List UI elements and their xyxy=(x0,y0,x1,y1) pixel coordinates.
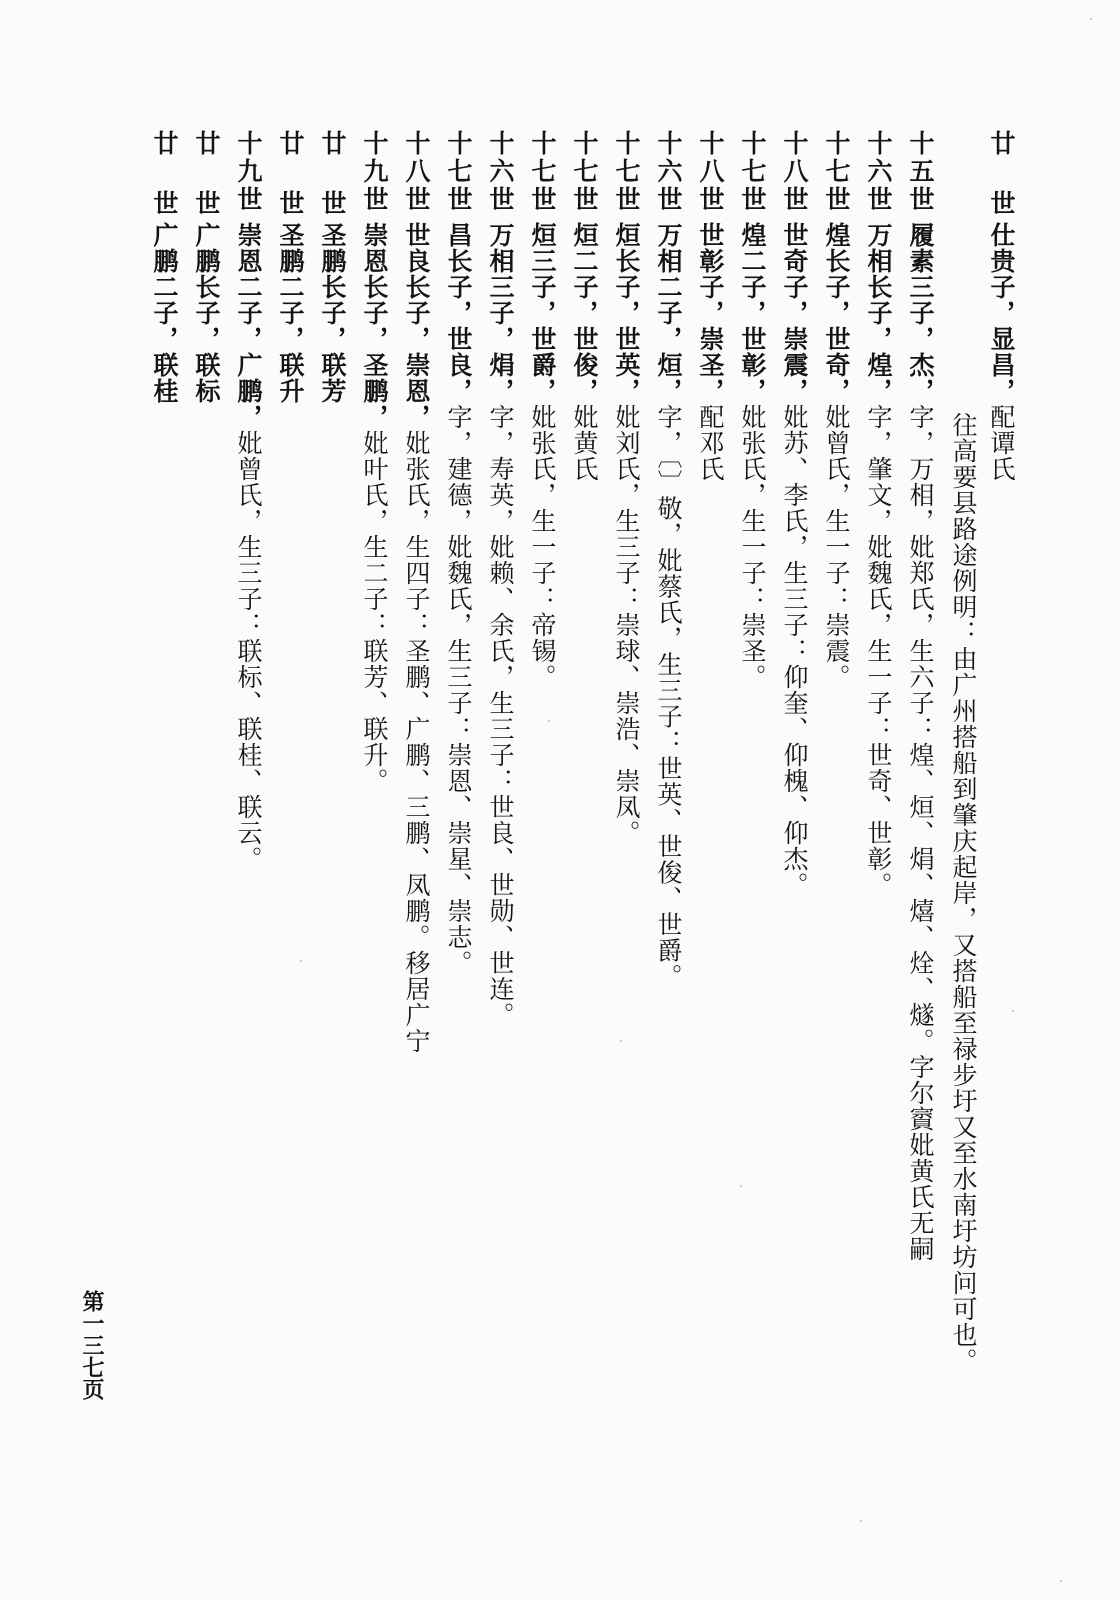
entry-details: 妣张氏，生一子：帝锡。 xyxy=(528,404,557,690)
entry-details: 妣叶氏，生二子：联芳、联升。 xyxy=(360,430,389,794)
person-name: 万相三子，焆， xyxy=(486,222,515,404)
scan-speck xyxy=(1090,18,1092,20)
generation-label: 十六世 xyxy=(864,130,893,214)
person-name: 万相长子，煌， xyxy=(864,222,893,404)
person-name: 昌长子，世良， xyxy=(444,222,473,404)
genealogy-entry xyxy=(908,130,933,1262)
entry-details: 妣曾氏，生一子：崇震。 xyxy=(822,404,851,690)
scan-speck xyxy=(620,1040,622,1042)
scan-speck xyxy=(548,720,550,722)
generation-label: 廿 世 xyxy=(150,130,179,218)
generation-label: 十八世 xyxy=(696,130,725,214)
person-name: 崇恩二子，广鹏， xyxy=(234,222,263,430)
generation-label: 廿 世 xyxy=(987,130,1016,218)
generation-label: 十七世 xyxy=(528,130,557,214)
genealogy-entry xyxy=(236,130,261,872)
genealogy-entry xyxy=(740,130,765,690)
entry-details: 字，万相，妣郑氏，生六子：煌、烜、焆、熺、烇、燧。字尔賨妣黄氏无嗣 xyxy=(906,404,935,1262)
generation-label: 廿 世 xyxy=(276,130,305,218)
person-name: 履素三子，杰， xyxy=(906,222,935,404)
entry-details: 妣黄氏 xyxy=(570,404,599,482)
scan-speck xyxy=(1060,1580,1062,1582)
generation-label: 十八世 xyxy=(780,130,809,214)
scan-speck xyxy=(740,1185,742,1187)
genealogy-entry xyxy=(656,130,681,990)
person-name: 煌长子，世奇， xyxy=(822,222,851,404)
generation-label: 廿 世 xyxy=(318,130,347,218)
genealogy-entry xyxy=(278,130,303,404)
genealogy-entry xyxy=(152,130,177,404)
generation-label: 十七世 xyxy=(570,130,599,214)
entry-details: 配邓氏 xyxy=(696,404,725,482)
person-name: 烜长子，世英， xyxy=(612,222,641,404)
person-name: 圣鹏二子，联升 xyxy=(276,222,305,404)
generation-label: 十六世 xyxy=(654,130,683,214)
person-name: 世良长子，崇恩， xyxy=(402,222,431,430)
genealogy-entry xyxy=(404,130,429,1054)
person-name: 广鹏长子，联标 xyxy=(192,222,221,404)
entry-details: 字，肇文，妣魏氏，生一子：世奇、世彰。 xyxy=(864,404,893,898)
entry-details: 妣曾氏，生三子：联标、联桂、联云。 xyxy=(234,430,263,872)
entry-details: 妣刘氏，生三子：崇球、崇浩、崇凤。 xyxy=(612,404,641,846)
person-name: 烜三子，世爵， xyxy=(528,222,557,404)
person-name: 煌二子，世彰， xyxy=(738,222,767,404)
generation-label: 十七世 xyxy=(822,130,851,214)
generation-label: 十七世 xyxy=(612,130,641,214)
person-name: 万相二子，烜， xyxy=(654,222,683,404)
generation-label: 十九世 xyxy=(234,130,263,214)
person-name: 世彰子，崇圣， xyxy=(696,222,725,404)
entry-details: 字，〔〕敬，妣蔡氏，生三子：世英、世俊、世爵。 xyxy=(654,404,683,990)
entry-details: 配谭氏 xyxy=(987,404,1016,482)
person-name: 圣鹏长子，联芳 xyxy=(318,222,347,404)
genealogy-entry xyxy=(194,130,219,404)
generation-label: 十七世 xyxy=(444,130,473,214)
page-number: 第一三七页 xyxy=(79,1290,104,1400)
person-name: 广鹏二子，联桂 xyxy=(150,222,179,404)
person-name: 世奇子，崇震， xyxy=(780,222,809,404)
genealogy-entry xyxy=(866,130,891,898)
entry-details: 妣苏、李氏，生三子：仰奎、仰槐、仰杰。 xyxy=(780,404,809,898)
genealogy-entry xyxy=(362,130,387,794)
scan-speck xyxy=(1012,1010,1014,1012)
genealogy-entry xyxy=(989,130,1014,482)
generation-label: 十七世 xyxy=(738,130,767,214)
entry-details: 字，寿英，妣赖、余氏，生三子：世良、世勋、世连。 xyxy=(486,404,515,1028)
generation-label: 十八世 xyxy=(402,130,431,214)
entry-details: 妣张氏，生一子：崇圣。 xyxy=(738,404,767,690)
genealogy-entry xyxy=(572,130,597,482)
person-name: 崇恩长子，圣鹏， xyxy=(360,222,389,430)
generation-label: 十五世 xyxy=(906,130,935,214)
genealogy-entry xyxy=(698,130,723,482)
genealogy-entry xyxy=(488,130,513,1028)
genealogy-entry xyxy=(824,130,849,690)
genealogy-entry xyxy=(530,130,555,690)
genealogy-entry xyxy=(614,130,639,846)
person-name: 仕贵子，显昌， xyxy=(987,222,1016,404)
generation-label: 廿 世 xyxy=(192,130,221,218)
genealogy-entry xyxy=(782,130,807,898)
entry-details: 字，建德，妣魏氏，生三子：崇恩、崇星、崇志。 xyxy=(444,404,473,976)
scan-speck xyxy=(860,1520,862,1522)
generation-label: 十六世 xyxy=(486,130,515,214)
generation-label: 十九世 xyxy=(360,130,389,214)
scan-speck xyxy=(300,960,302,962)
note-line xyxy=(951,412,976,1374)
entry-details: 妣张氏，生四子：圣鹏、广鹏、三鹏、凤鹏。移居广宁 xyxy=(402,430,431,1054)
genealogy-entry xyxy=(446,130,471,976)
person-name: 烜二子，世俊， xyxy=(570,222,599,404)
genealogy-entry xyxy=(320,130,345,404)
note-text: 往高要县路途例明：由广州搭船到肇庆起岸，又搭船至禄步圩又至水南圩坊问可也。 xyxy=(949,412,978,1374)
